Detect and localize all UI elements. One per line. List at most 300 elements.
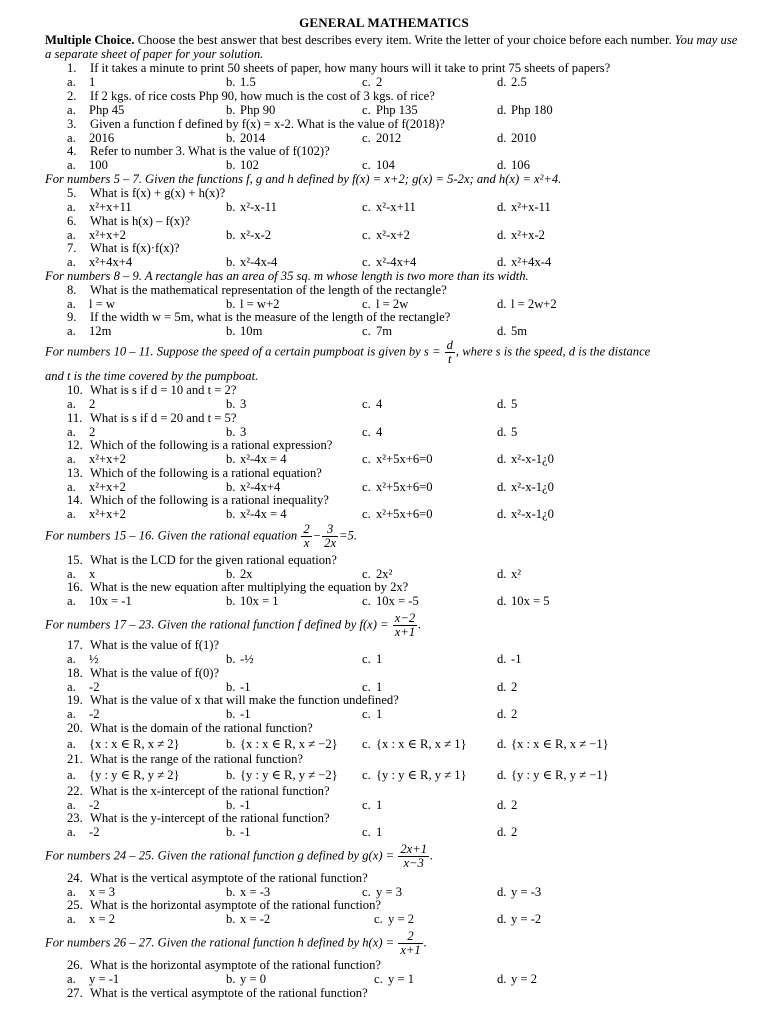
choice-letter: c. [362,480,371,494]
choice-letter: d. [497,75,507,89]
choice-b [226,567,253,581]
choice-c [362,452,433,466]
choice-value: Php 45 [89,103,125,117]
question-26 [67,958,381,972]
choice-c [362,425,382,439]
choice-letter: d. [497,768,507,782]
choice-b [226,228,271,242]
fraction-g [398,843,429,870]
choice-letter: c. [362,768,371,782]
choice-letter: a. [67,825,76,839]
choice-letter: d. [497,228,507,242]
choice-a [67,912,115,926]
question-number: 17. [67,638,83,652]
choice-letter: c. [362,652,371,666]
choice-value: 12m [89,324,112,338]
question-number: 1. [67,61,77,75]
question-number: 16. [67,580,83,594]
choice-a [67,425,95,439]
choice-b [226,425,246,439]
choice-letter: a. [67,680,76,694]
choice-value: {x : x ∈ R, x ≠ −1} [511,737,609,751]
period: . [418,617,422,632]
choice-letter: c. [362,885,371,899]
choice-value: 2 [511,798,518,812]
choice-d [497,507,554,521]
choice-value: x²+5x+6=0 [376,452,433,466]
choice-letter: d. [497,200,507,214]
question-11 [67,411,236,425]
choice-value: x²-4x-4 [240,255,278,269]
fraction-2-over-x [301,523,311,550]
question-9 [67,310,450,324]
question-number: 11. [67,411,83,425]
choice-letter: c. [362,594,371,608]
choice-letter: c. [362,324,371,338]
choice-b [226,507,287,521]
question-text: What is f(x)·f(x)? [90,241,180,255]
choice-value: 2 [89,397,96,411]
choice-letter: b. [226,972,236,986]
choice-value: 1 [376,798,383,812]
choice-value: 2 [511,707,518,721]
choice-letter: d. [497,885,507,899]
choice-value: x²-x-1¿0 [511,452,554,466]
choice-value: x²+x+2 [89,452,126,466]
choice-letter: b. [226,324,236,338]
question-number: 2. [67,89,77,103]
choice-letter: a. [67,972,76,986]
choice-letter: a. [67,480,76,494]
choice-d [497,255,551,269]
choice-a [67,737,180,751]
choice-b [226,652,254,666]
question-text: If it takes a minute to print 50 sheets of paper, how many hours will it take to print 75 sheets of papers? [90,61,611,75]
choice-value: 5m [511,324,528,338]
question-number: 22. [67,784,83,798]
question-8 [67,283,447,297]
choice-letter: d. [497,737,507,751]
choice-letter: d. [497,480,507,494]
choice-value: 7m [376,324,393,338]
choice-value: -1 [240,680,251,694]
choice-letter: b. [226,768,236,782]
denominator: x−3 [403,856,424,870]
question-24 [67,871,368,885]
choice-letter: b. [226,885,236,899]
question-number: 18. [67,666,83,680]
fraction-d-over-t [445,339,455,366]
note-text: , where s is the speed, d is the distance [455,344,651,359]
question-number: 4. [67,144,77,158]
choice-d [497,737,609,751]
section-note-10-11 [45,339,650,366]
choice-value: 100 [89,158,108,172]
choice-letter: b. [226,200,236,214]
choice-b [226,768,338,782]
choice-letter: a. [67,75,76,89]
choice-b [226,885,270,899]
choice-a [67,768,180,782]
question-12 [67,438,332,452]
choice-d [497,825,517,839]
choice-letter: a. [67,912,76,926]
choice-value: x²-x-1¿0 [511,480,554,494]
question-number: 12. [67,438,83,452]
choice-letter: a. [67,297,76,311]
question-number: 14. [67,493,83,507]
choice-a [67,158,108,172]
choice-value: x²-x+11 [376,200,416,214]
choice-letter: a. [67,798,76,812]
choice-c [362,75,382,89]
choice-value: -½ [240,652,254,666]
question-18 [67,666,219,680]
choice-letter: a. [67,707,76,721]
section-note-8-9: For numbers 8 – 9. A rectangle has an area of 35 sq. m whose length is two more than its width. [45,269,529,283]
note-text: For numbers 17 – 23. Given the rational function f defined by f(x) = [45,617,389,632]
choice-d [497,297,557,311]
choice-value: -2 [89,825,100,839]
choice-d [497,103,553,117]
choice-letter: a. [67,594,76,608]
question-5 [67,186,225,200]
choice-letter: c. [362,825,371,839]
period: . [430,848,434,863]
choice-value: 104 [376,158,395,172]
choice-value: y = -1 [89,972,120,986]
choice-letter: a. [67,228,76,242]
choice-value: y = -3 [511,885,542,899]
numerator: 2 [303,522,310,536]
choice-value: 2010 [511,131,537,145]
choice-letter: b. [226,131,236,145]
question-1 [67,61,610,75]
choice-letter: d. [497,798,507,812]
choice-value: x² [511,567,522,581]
choice-value: x²+x-11 [511,200,551,214]
note-text: For numbers 15 – 16. Given the rational equation [45,528,298,543]
choice-c [362,798,382,812]
choice-value: {x : x ∈ R, x ≠ 1} [376,737,467,751]
question-number: 25. [67,898,83,912]
choice-letter: d. [497,324,507,338]
note-text: For numbers 24 – 25. Given the rational function g defined by g(x) = [45,848,395,863]
choice-value: x²-4x+4 [240,480,281,494]
choice-letter: c. [374,972,383,986]
question-text: What is the new equation after multiplying the equation by 2x? [90,580,409,594]
choice-letter: c. [362,158,371,172]
choice-value: 2014 [240,131,266,145]
choice-d [497,652,522,666]
choice-value: l = 2w+2 [511,297,557,311]
choice-letter: c. [362,255,371,269]
choice-letter: c. [362,228,371,242]
choice-value: x [89,567,96,581]
question-number: 20. [67,721,83,735]
choice-letter: a. [67,103,76,117]
period: . [423,935,427,950]
choice-d [497,200,551,214]
choice-d [497,707,517,721]
choice-value: 2.5 [511,75,527,89]
choice-letter: d. [497,255,507,269]
choice-letter: c. [362,507,371,521]
instructions-heading: Multiple Choice. [45,33,135,47]
choice-value: x²-x+2 [376,228,410,242]
instructions-text: Choose the best answer that best describes every item. Write the letter of your choice before each number. [134,33,675,47]
question-text: What is the x-intercept of the rational function? [90,784,330,798]
choice-d [497,397,517,411]
choice-letter: b. [226,425,236,439]
choice-c [362,255,416,269]
choice-value: 10x = 5 [511,594,550,608]
choice-value: 3 [240,397,247,411]
denominator: x+1 [400,943,421,957]
choice-value: l = w+2 [240,297,280,311]
choice-b [226,680,251,694]
question-text: What is the value of f(0)? [90,666,220,680]
choice-value: 2 [89,425,96,439]
choice-a [67,255,132,269]
question-text: Which of the following is a rational expression? [90,438,333,452]
choice-value: 10x = -5 [376,594,419,608]
numerator: 3 [322,523,338,537]
choice-letter: b. [226,158,236,172]
choice-value: Php 180 [511,103,553,117]
question-text: What is the y-intercept of the rational function? [90,811,330,825]
choice-c [362,397,382,411]
choice-value: 5 [511,425,518,439]
choice-b [226,103,275,117]
choice-b [226,737,338,751]
choice-a [67,200,132,214]
question-2 [67,89,435,103]
choice-d [497,480,554,494]
choice-letter: d. [497,652,507,666]
choice-a [67,972,119,986]
question-number: 13. [67,466,83,480]
choice-letter: b. [226,567,236,581]
question-text: Refer to number 3. What is the value of f(102)? [90,144,330,158]
choice-letter: a. [67,324,76,338]
question-text: What is the vertical asymptote of the rational function? [90,986,368,1000]
choice-value: -2 [89,707,100,721]
question-17 [67,638,219,652]
choice-letter: b. [226,397,236,411]
question-text: What is the range of the rational function? [90,752,303,766]
question-number: 21. [67,752,83,766]
choice-letter: a. [67,507,76,521]
choice-c [362,324,392,338]
choice-value: 2x [240,567,253,581]
choice-value: x²+x-2 [511,228,545,242]
choice-c [362,480,433,494]
choice-value: 102 [240,158,259,172]
choice-value: {x : x ∈ R, x ≠ −2} [240,737,338,751]
choice-letter: b. [226,737,236,751]
choice-letter: b. [226,297,236,311]
choice-value: 2 [376,75,383,89]
numerator: x−2 [394,611,416,625]
choice-letter: c. [362,200,371,214]
question-number: 23. [67,811,83,825]
denominator: x [303,536,310,550]
section-note-10-11-cont: and t is the time covered by the pumpboat. [45,369,259,383]
choice-value: y = -2 [511,912,542,926]
denominator: 2x [324,536,337,550]
question-text: What is the mathematical representation of the length of the rectangle? [90,283,447,297]
choice-value: {x : x ∈ R, x ≠ 2} [89,737,180,751]
choice-c [362,737,467,751]
question-23 [67,811,330,825]
question-text: What is the value of x that will make the function undefined? [90,693,399,707]
choice-value: ½ [89,652,99,666]
choice-letter: d. [497,425,507,439]
question-text: If the width w = 5m, what is the measure of the length of the rectangle? [90,310,451,324]
choice-value: -2 [89,680,100,694]
choice-value: x²+4x-4 [511,255,552,269]
choice-d [497,158,530,172]
choice-letter: a. [67,768,76,782]
choice-letter: a. [67,425,76,439]
section-note-17-23 [45,612,421,639]
choice-d [497,567,521,581]
choice-letter: a. [67,200,76,214]
choice-letter: b. [226,652,236,666]
question-text: What is s if d = 20 and t = 5? [90,411,237,425]
choice-value: 1 [376,652,383,666]
choice-letter: c. [362,737,371,751]
choice-letter: a. [67,397,76,411]
choice-d [497,912,541,926]
choice-letter: d. [497,131,507,145]
section-note-5-7: For numbers 5 – 7. Given the functions f, g and h defined by f(x) = x+2; g(x) = 5-2x; and h(x) = x²+4. [45,172,562,186]
choice-b [226,452,287,466]
choice-value: 5 [511,397,518,411]
question-4 [67,144,330,158]
choice-value: Php 135 [376,103,418,117]
question-15 [67,553,337,567]
choice-d [497,885,541,899]
choice-d [497,324,527,338]
choice-c [362,297,408,311]
choice-letter: b. [226,75,236,89]
denominator: t [448,352,452,366]
choice-letter: d. [497,594,507,608]
question-22 [67,784,330,798]
choice-value: -2 [89,798,100,812]
question-27 [67,986,368,1000]
denominator: x+1 [394,625,416,639]
choice-value: x²+5x+6=0 [376,507,433,521]
question-20 [67,721,313,735]
choice-c [362,680,382,694]
instructions-italic: You may use a separate sheet of paper for your solution. [45,33,738,61]
choice-letter: c. [362,567,371,581]
page-title: GENERAL MATHEMATICS [299,15,469,30]
note-text: For numbers 10 – 11. Suppose the speed of a certain pumpboat is given by s = [45,344,444,359]
choice-value: 2016 [89,131,115,145]
choice-b [226,131,265,145]
choice-letter: b. [226,798,236,812]
numerator: d [446,338,453,352]
choice-value: x²-x-1¿0 [511,507,554,521]
choice-c [362,200,416,214]
question-14 [67,493,329,507]
question-number: 9. [67,310,77,324]
choice-letter: c. [362,297,371,311]
choice-value: -1 [511,652,522,666]
choice-value: x²+x+11 [89,200,132,214]
choice-letter: a. [67,737,76,751]
choice-c [362,158,395,172]
choice-letter: d. [497,567,507,581]
question-19 [67,693,399,707]
choice-a [67,507,126,521]
question-10 [67,383,236,397]
choice-a [67,594,132,608]
choice-a [67,567,95,581]
choice-value: x = -2 [240,912,271,926]
section-note-24-25 [45,843,433,870]
choice-b [226,75,256,89]
question-text: What is f(x) + g(x) + h(x)? [90,186,226,200]
choice-c [362,885,402,899]
choice-value: x²-x-11 [240,200,277,214]
choice-d [497,452,554,466]
choice-letter: d. [497,297,507,311]
choice-a [67,798,100,812]
question-text: Which of the following is a rational inequality? [90,493,329,507]
choice-letter: b. [226,480,236,494]
question-number: 24. [67,871,83,885]
choice-letter: a. [67,452,76,466]
choice-letter: b. [226,507,236,521]
choice-value: x²-x-2 [240,228,272,242]
choice-value: l = 2w [376,297,409,311]
choice-c [362,567,392,581]
choice-value: 4 [376,425,383,439]
question-number: 8. [67,283,77,297]
choice-value: 1 [376,825,383,839]
choice-a [67,228,126,242]
question-25 [67,898,381,912]
equals-five: =5. [339,528,357,543]
question-7 [67,241,180,255]
choice-value: Php 90 [240,103,276,117]
choice-letter: c. [362,452,371,466]
choice-value: x²+x+2 [89,507,126,521]
choice-value: {y : y ∈ R, y ≠ −1} [511,768,609,782]
choice-b [226,798,251,812]
choice-b [226,707,251,721]
choice-b [226,972,266,986]
choice-letter: c. [362,798,371,812]
choice-a [67,131,114,145]
choice-value: y = 2 [388,912,414,926]
question-text: If 2 kgs. of rice costs Php 90, how much is the cost of 3 kgs. of rice? [90,89,435,103]
question-number: 15. [67,553,83,567]
choice-value: -1 [240,825,251,839]
choice-value: 10x = -1 [89,594,132,608]
choice-a [67,324,111,338]
choice-letter: b. [226,707,236,721]
choice-c [362,652,382,666]
question-text: What is the value of f(1)? [90,638,220,652]
choice-letter: d. [497,507,507,521]
choice-letter: b. [226,680,236,694]
